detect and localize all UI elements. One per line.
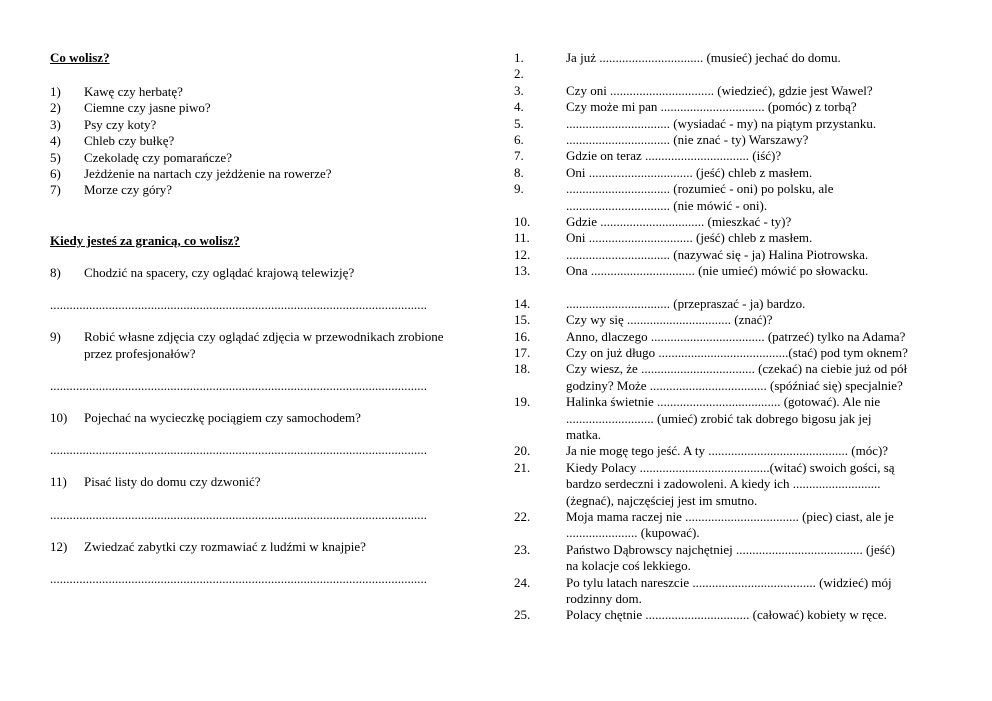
exercise-item bbox=[514, 99, 954, 115]
exercise-text: Czy może mi pan ................................ (pomóc) z torbą? bbox=[566, 99, 857, 115]
exercise-text: Po tylu latach nareszcie ...................................... (widzieć) mój rodzinny dom. bbox=[566, 574, 892, 606]
exercise-text: ................................ (nie znać - ty) Warszawy? bbox=[566, 132, 809, 148]
exercise-item bbox=[514, 230, 954, 246]
exercise-number: 16. bbox=[514, 328, 531, 344]
exercise-item bbox=[514, 329, 954, 345]
answer-line[interactable]: .................................................................................................................... bbox=[50, 571, 427, 587]
exercise-text: Czy on już długo ........................................(stać) pod tym oknem? bbox=[566, 344, 908, 360]
exercise-text: Halinka świetnie ...................................... (gotować). Ale nie ........................... (umieć) zrobić tak dobrego bigosu jak jej matka. bbox=[566, 394, 881, 442]
exercise-number: 25. bbox=[514, 607, 531, 623]
exercise-text: Czy oni ................................ (wiedzieć), gdzie jest Wawel? bbox=[566, 82, 873, 98]
exercise-number: 5. bbox=[514, 115, 524, 131]
item-number: 7) bbox=[50, 182, 61, 198]
question-number: 12) bbox=[50, 538, 68, 554]
item-number: 4) bbox=[50, 133, 61, 149]
item-text: Jeżdżenie na nartach czy jeżdżenie na rowerze? bbox=[84, 166, 332, 182]
item-text: Kawę czy herbatę? bbox=[84, 84, 183, 99]
item-text: Czekoladę czy pomarańcze? bbox=[84, 149, 232, 165]
list-item bbox=[50, 117, 480, 133]
answer-line[interactable]: .................................................................................................................... bbox=[50, 297, 427, 313]
left-column bbox=[50, 50, 480, 587]
exercise-item bbox=[514, 116, 954, 132]
question-number: 8) bbox=[50, 264, 61, 280]
exercise-item bbox=[514, 66, 954, 82]
question-text: Chodzić na spacery, czy oglądać krajową telewizję? bbox=[84, 264, 355, 280]
exercise-text: Polacy chętnie ................................ (całować) kobiety w ręce. bbox=[566, 607, 887, 623]
exercise-item bbox=[514, 509, 954, 542]
exercise-item bbox=[514, 296, 954, 312]
exercise-text: Czy wiesz, że ................................... (czekać) na ciebie już od pół godziny? Może .................................... (spóźniać się) specjalnie? bbox=[566, 361, 908, 393]
exercise-number: 18. bbox=[514, 361, 531, 377]
item-number: 3) bbox=[50, 116, 61, 132]
exercise-number: 22. bbox=[514, 508, 531, 524]
exercise-item bbox=[514, 443, 954, 459]
exercise-item bbox=[514, 460, 954, 509]
question-number: 10) bbox=[50, 410, 68, 426]
exercise-text: Czy wy się ................................ (znać)? bbox=[566, 312, 773, 328]
exercise-number: 19. bbox=[514, 394, 531, 410]
exercise-number: 8. bbox=[514, 164, 524, 180]
exercise-text: Oni ................................ (jeść) chleb z masłem. bbox=[566, 164, 813, 180]
exercise-text: ................................ (rozumieć - oni) po polsku, ale ................................ (nie mówić - oni). bbox=[566, 181, 834, 213]
exercise-item bbox=[514, 345, 954, 361]
answer-line[interactable]: .................................................................................................................... bbox=[50, 442, 427, 458]
exercise-number: 13. bbox=[514, 263, 531, 279]
item-number: 2) bbox=[50, 100, 61, 116]
item-text: Psy czy koty? bbox=[84, 116, 157, 132]
exercise-item bbox=[514, 263, 954, 279]
exercise-item bbox=[514, 181, 954, 214]
exercise-item bbox=[514, 148, 954, 164]
exercise-number: 23. bbox=[514, 541, 531, 557]
exercise-number: 9. bbox=[514, 181, 524, 197]
exercise-item bbox=[514, 394, 954, 443]
question-text: Robić własne zdjęcia czy oglądać zdjęcia w przewodnikach zrobione przez profesjonałów? bbox=[84, 329, 444, 361]
item-number: 5) bbox=[50, 149, 61, 165]
question-item bbox=[50, 410, 480, 426]
section-title-abroad: Kiedy jesteś za granicą, co wolisz? bbox=[50, 232, 240, 248]
list-item bbox=[50, 166, 480, 182]
exercise-number: 10. bbox=[514, 214, 531, 230]
question-text: Pojechać na wycieczkę pociągiem czy samochodem? bbox=[84, 410, 361, 426]
exercise-text: ................................ (przepraszać - ja) bardzo. bbox=[566, 295, 806, 311]
exercise-number: 14. bbox=[514, 295, 531, 311]
exercise-number: 17. bbox=[514, 344, 531, 360]
exercise-text: Gdzie ................................ (mieszkać - ty)? bbox=[566, 214, 792, 230]
exercise-list bbox=[514, 50, 954, 624]
answer-line[interactable]: .................................................................................................................... bbox=[50, 506, 427, 522]
question-item bbox=[50, 329, 480, 362]
exercise-text: Anno, dlaczego ................................... (patrzeć) tylko na Adama? bbox=[566, 328, 906, 344]
exercise-item bbox=[514, 247, 954, 263]
exercise-text: ................................ (wysiadać - my) na piątym przystanku. bbox=[566, 115, 877, 131]
question-item bbox=[50, 539, 480, 555]
exercise-text bbox=[566, 66, 954, 82]
exercise-number: 2. bbox=[514, 66, 524, 82]
item-number: 6) bbox=[50, 166, 61, 182]
item-number: 1) bbox=[50, 84, 61, 99]
exercise-text: Kiedy Polacy ........................................(witać) swoich gości, są bardzo serdeczni i zadowoleni. A kiedy ich ........................... (żegnać), najczęściej jest im smutno. bbox=[566, 459, 895, 508]
question-item bbox=[50, 265, 480, 281]
exercise-number: 24. bbox=[514, 574, 531, 590]
exercise-item bbox=[514, 214, 954, 230]
exercise-text: Ja nie mogę tego jeść. A ty ........................................... (móc)? bbox=[566, 443, 889, 459]
exercise-item bbox=[514, 575, 954, 608]
question-text: Pisać listy do domu czy dzwonić? bbox=[84, 474, 261, 490]
list-item bbox=[50, 100, 480, 116]
exercise-text: Ja już ................................ (musieć) jechać do domu. bbox=[566, 50, 841, 65]
exercise-number: 7. bbox=[514, 148, 524, 164]
exercise-item bbox=[514, 542, 954, 575]
item-text: Ciemne czy jasne piwo? bbox=[84, 100, 211, 116]
exercise-number: 21. bbox=[514, 459, 531, 475]
exercise-text: Gdzie on teraz ................................ (iść)? bbox=[566, 148, 782, 164]
exercise-number: 12. bbox=[514, 246, 531, 262]
list-item bbox=[50, 133, 480, 149]
item-text: Chleb czy bułkę? bbox=[84, 133, 175, 149]
list-item bbox=[50, 150, 480, 166]
exercise-number: 6. bbox=[514, 132, 524, 148]
exercise-number: 15. bbox=[514, 312, 531, 328]
exercise-number: 1. bbox=[514, 50, 524, 65]
list-item bbox=[50, 84, 480, 100]
exercise-text: Moja mama raczej nie ................................... (piec) ciast, ale je ...................... (kupować). bbox=[566, 508, 894, 541]
exercise-item bbox=[514, 165, 954, 181]
exercise-number: 4. bbox=[514, 99, 524, 115]
exercise-text: ................................ (nazywać się - ja) Halina Piotrowska. bbox=[566, 246, 869, 262]
exercise-number: 11. bbox=[514, 230, 530, 246]
answer-line[interactable]: .................................................................................................................... bbox=[50, 378, 427, 394]
question-text: Zwiedzać zabytki czy rozmawiać z ludźmi w knajpie? bbox=[84, 538, 366, 554]
exercise-item bbox=[514, 312, 954, 328]
exercise-number: 20. bbox=[514, 443, 531, 459]
exercise-text: Ona ................................ (nie umieć) mówić po słowacku. bbox=[566, 263, 869, 279]
question-number: 9) bbox=[50, 329, 61, 345]
question-item bbox=[50, 474, 480, 490]
item-text: Morze czy góry? bbox=[84, 182, 173, 198]
list-item bbox=[50, 182, 480, 198]
exercise-text: Państwo Dąbrowscy najchętniej ....................................... (jeść) na kolacje coś lekkiego. bbox=[566, 541, 895, 574]
exercise-item bbox=[514, 83, 954, 99]
exercise-text: Oni ................................ (jeść) chleb z masłem. bbox=[566, 230, 813, 246]
preferences-list bbox=[50, 84, 480, 199]
section-title-preferences: Co wolisz? bbox=[50, 50, 110, 65]
exercise-item bbox=[514, 132, 954, 148]
exercise-item bbox=[514, 607, 954, 623]
question-number: 11) bbox=[50, 474, 67, 490]
exercise-item bbox=[514, 361, 954, 394]
exercise-item bbox=[514, 50, 954, 66]
exercise-number: 3. bbox=[514, 82, 524, 98]
